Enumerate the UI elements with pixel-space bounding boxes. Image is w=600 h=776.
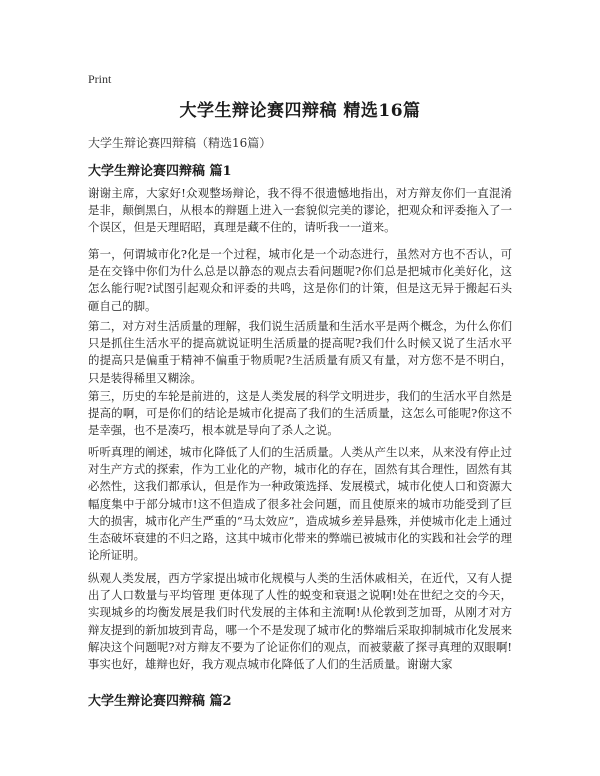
section-heading-2: 大学生辩论赛四辩稿 篇2 <box>88 694 232 709</box>
document-title: 大学生辩论赛四辩稿 精选16篇 <box>179 101 421 121</box>
document-subtitle: 大学生辩论赛四辩稿（精选16篇） <box>88 136 272 150</box>
print-label[interactable]: Print <box>88 72 112 86</box>
paragraph-second-point: 第二，对方对生活质量的理解，我们说生活质量和生活水平是两个概念，为什么你们只是抓住生活水平的提高就说证明生活质量的提高呢?我们什么时候又说了生活水平的提高只是偏重于精神不偏重于物质呢?生活质量有质又有量，对方您不是不明白，只是装得稀里又糊涂。 <box>88 319 512 385</box>
section-heading-1: 大学生辩论赛四辩稿 篇1 <box>88 164 232 179</box>
paragraph-third-point: 第三，历史的车轮是前进的，这是人类发展的科学文明进步，我们的生活水平自然是提高的啊，可是你们的结论是城市化提高了我们的生活质量，这怎么可能呢?你这不是幸强，也不是凑巧，根本就是导向了杀人之说。 <box>88 389 512 438</box>
paragraph-intro: 谢谢主席，大家好!众观整场辩论，我不得不很遗憾地指出，对方辩友你们一直混淆是非，颠倒黑白，从根本的辩题上进入一套貌似完美的谬论，把观众和评委拖入了一个误区，但是天理昭昭，真理是藏不住的，请听我一一道来。 <box>88 186 512 235</box>
paragraph-first-point: 第一，何谓城市化?化是一个过程，城市化是一个动态进行，虽然对方也不否认，可是在交锋中你们为什么总是以静态的观点去看问题呢?你们总是把城市化美好化，这怎么能行呢?试图引起观众和评委的共鸣，这是你们的计策，但是这无异于搬起石头砸自己的脚。 <box>88 247 512 313</box>
paragraph-conclusion: 纵观人类发展，西方学家提出城市化规模与人类的生活休戚相关，在近代，又有人提出了人口数量与平均管理 更体现了人性的蜕变和衰退之说啊!处在世纪之交的今天，实现城乡的均衡发展是我们时代发展的主体和主流啊!从伦敦到芝加哥，从刚才对方辩友提到的新加坡到青岛，哪一个不是发现了城市化的弊端后采取抑制城市化发展来解决这个问题呢?对方辩友不要为了论证你们的观点，而被蒙蔽了探寻真理的双眼啊!事实也好，雄辩也好，我方观点城市化降低了人们的生活质量。谢谢大家 <box>88 571 512 672</box>
paragraph-truth: 听听真理的阐述，城市化降低了人们的生活质量。人类从产生以来，从来没有停止过对生产方式的探索，作为工业化的产物，城市化的存在，固然有其合理性，固然有其必然性，这我们都承认，但是作为一种政策选择、发展模式，城市化使人口和资源大幅度集中于部分城市!这不但造成了很多社会问题，而且使原来的城市功能受到了巨大的损害，城市化产生严重的“马太效应”，造成城乡差异悬殊，并使城市化走上通过生态破坏衰建的不归之路，这其中城市化带来的弊端已被城市化的实践和社会学的理论所证明。 <box>88 445 512 563</box>
